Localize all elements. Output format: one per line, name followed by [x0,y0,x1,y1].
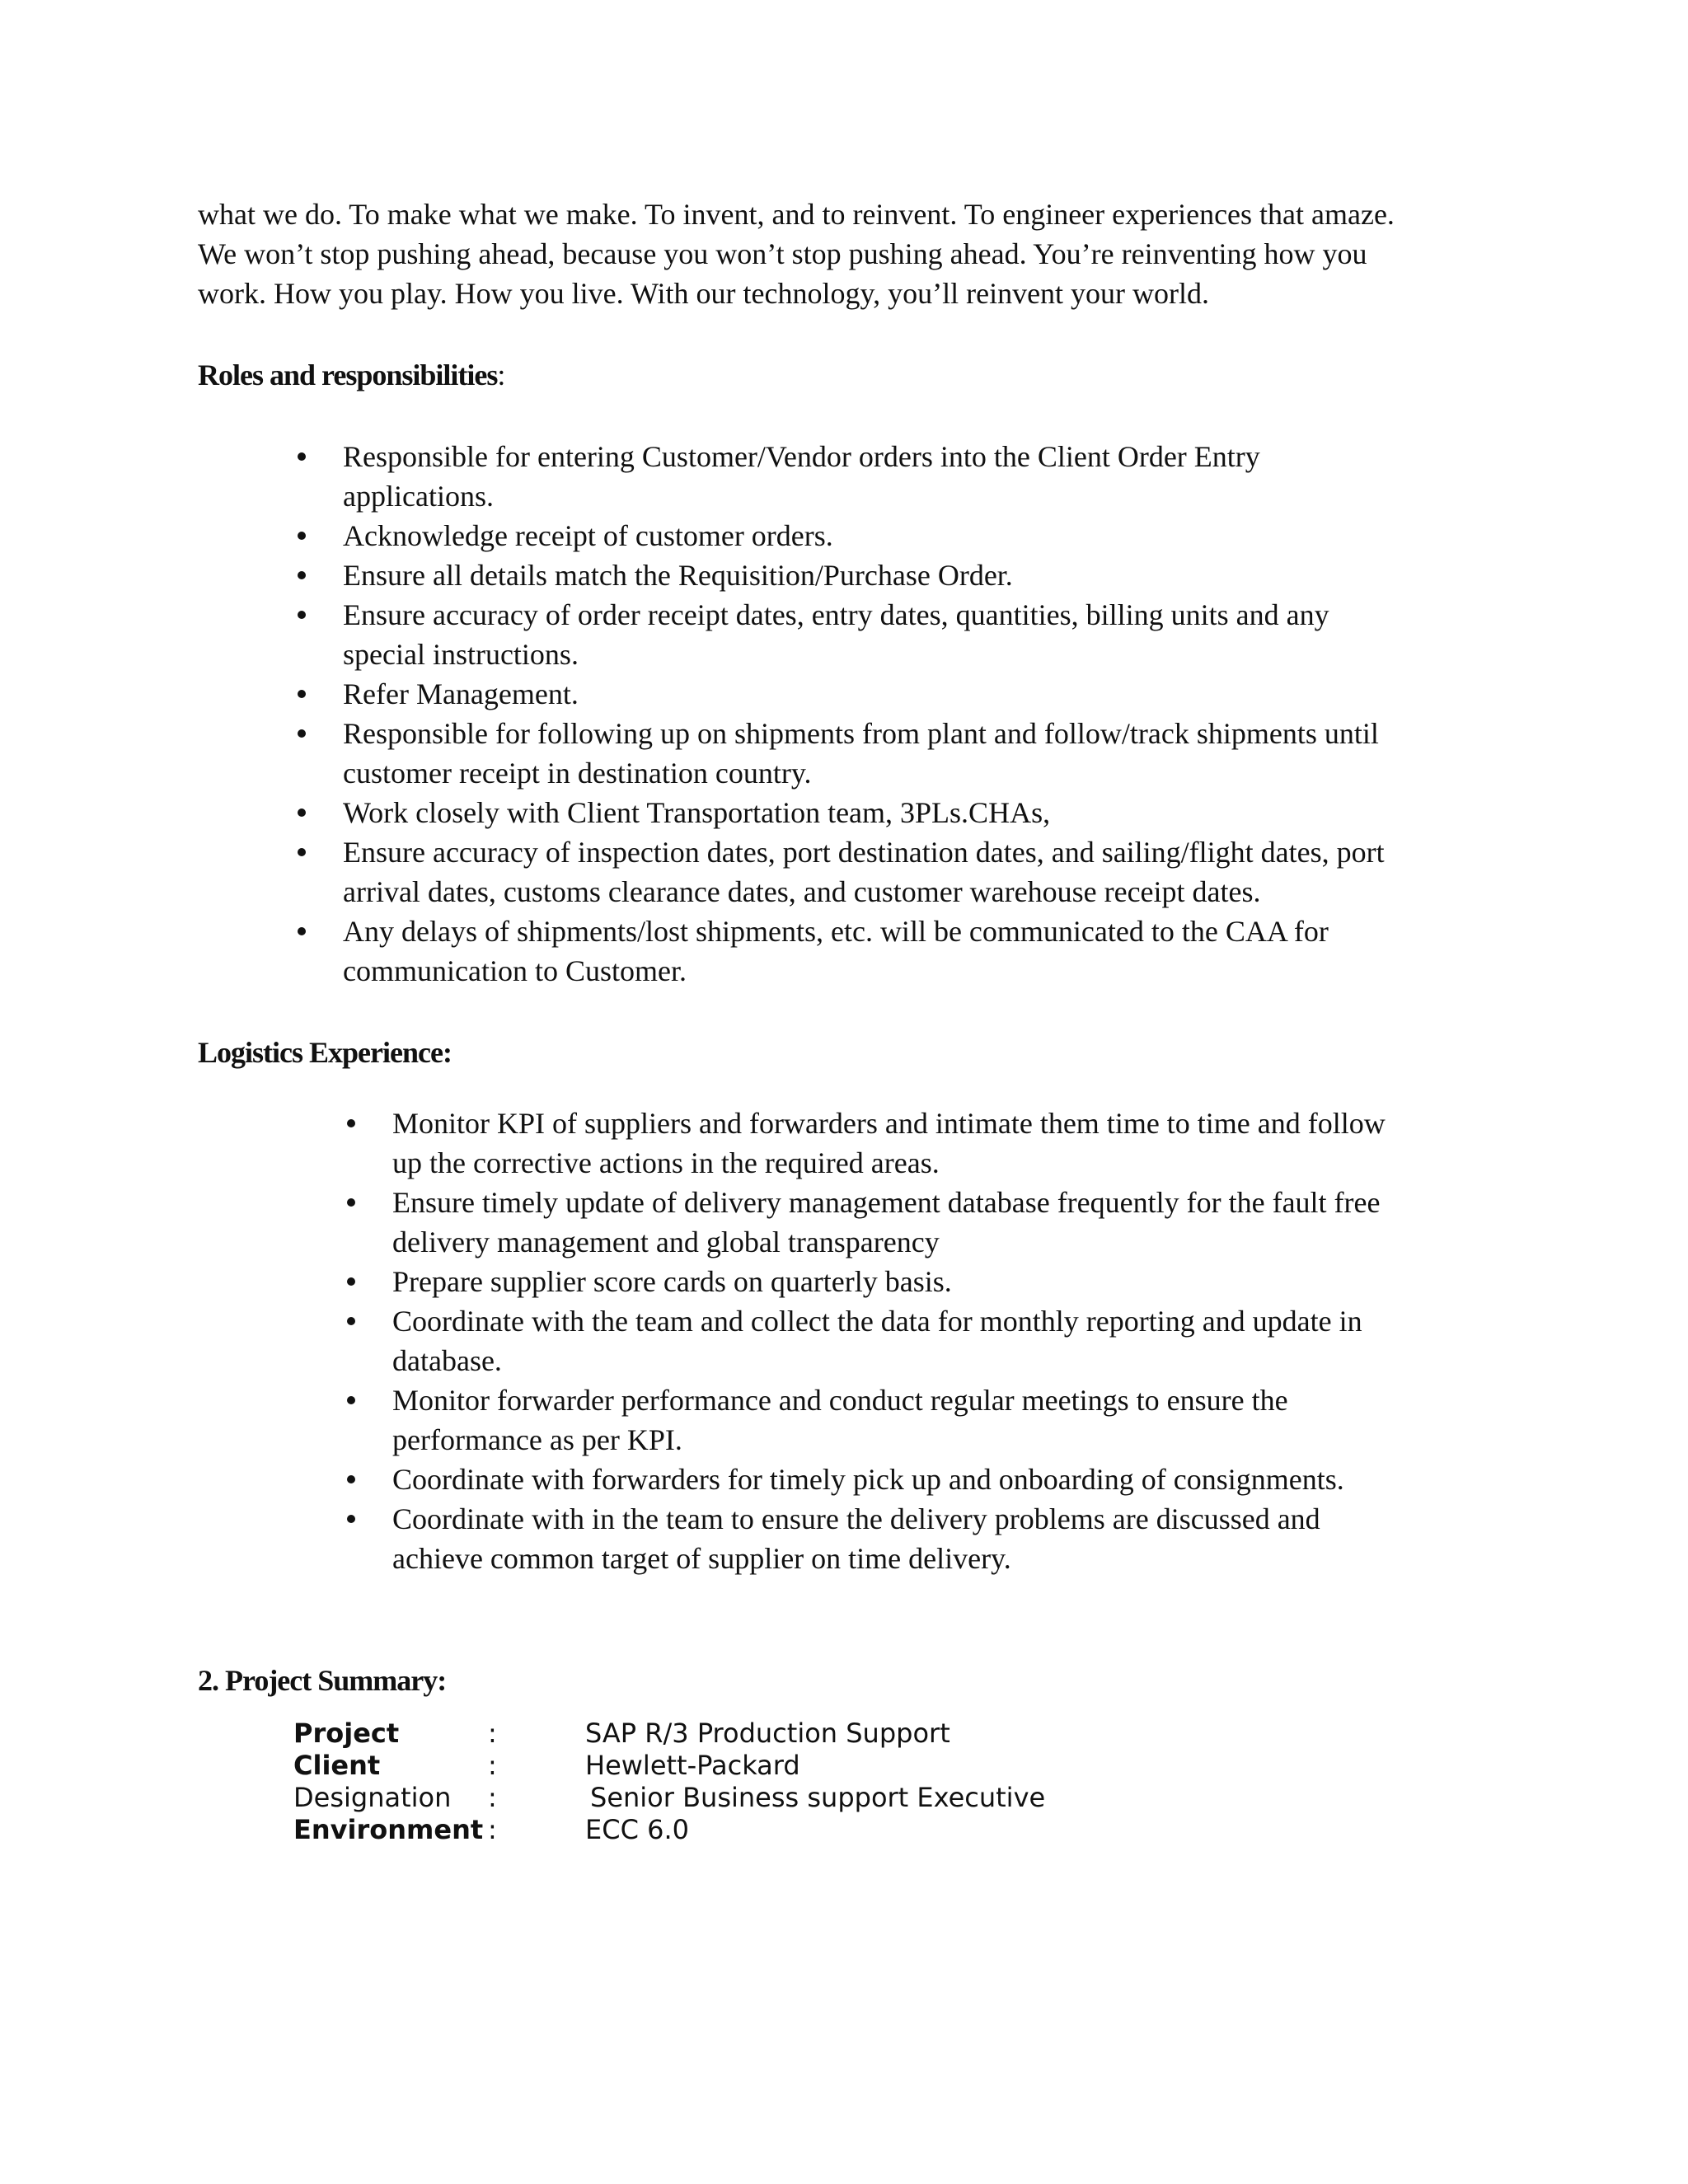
list-item [343,555,1513,595]
list-item-line: Work closely with Client Transportation team, 3PLs.CHAs, [343,796,1051,829]
summary-colon: : [488,1750,497,1781]
list-item [392,1183,1530,1262]
bullet-icon [298,808,306,817]
bullet-icon [298,611,306,619]
list-item [343,793,1513,832]
bullet-icon [298,927,306,935]
list-item-line: Coordinate with in the team to ensure the delivery problems are discussed and [392,1502,1320,1535]
bullet-icon [347,1396,355,1404]
bullet-icon [347,1515,355,1523]
summary-value: Hewlett-Packard [585,1750,800,1781]
logistics-heading: Logistics Experience: [198,1036,452,1069]
list-item-line: achieve common target of supplier on time delivery. [392,1542,1011,1575]
list-item-line: performance as per KPI. [392,1423,682,1456]
list-item-line: Coordinate with the team and collect the data for monthly reporting and update in [392,1305,1362,1338]
list-item [392,1301,1530,1380]
bullet-icon [347,1317,355,1325]
list-item [392,1380,1530,1460]
bullet-icon [347,1475,355,1483]
list-item [343,437,1513,516]
summary-label: Project [293,1718,400,1749]
list-item-line: Any delays of shipments/lost shipments, etc. will be communicated to the CAA for [343,915,1329,948]
list-item-line: applications. [343,480,494,513]
intro-line: We won’t stop pushing ahead, because you won’t stop pushing ahead. You’re reinventing how you [198,237,1367,270]
list-item-line: database. [392,1344,502,1377]
logistics-list [392,1104,1530,1578]
roles-heading [198,358,504,392]
list-item-line: Responsible for following up on shipments from plant and follow/track shipments until [343,717,1379,750]
intro-paragraph [198,194,1517,313]
bullet-icon [298,452,306,461]
summary-value: Senior Business support Executive [590,1782,1046,1813]
bullet-icon [298,571,306,579]
bullet-icon [347,1119,355,1127]
list-item-line: arrival dates, customs clearance dates, and customer warehouse receipt dates. [343,875,1261,908]
list-item-line: up the corrective actions in the required areas. [392,1146,940,1179]
summary-label: Environment [293,1814,484,1845]
list-item-line: Monitor forwarder performance and conduct regular meetings to ensure the [392,1384,1288,1417]
list-item [392,1460,1530,1499]
intro-line: work. How you play. How you live. With our technology, you’ll reinvent your world. [198,277,1210,310]
summary-value: SAP R/3 Production Support [585,1718,950,1749]
project-summary-heading: 2. Project Summary: [198,1664,447,1697]
bullet-icon [298,690,306,698]
bullet-icon [298,848,306,856]
list-item-line: Ensure accuracy of order receipt dates, entry dates, quantities, billing units and any [343,598,1329,631]
summary-label: Designation [293,1782,452,1813]
bullet-icon [347,1198,355,1207]
list-item-line: Ensure accuracy of inspection dates, port destination dates, and sailing/flight dates, port [343,836,1385,869]
summary-colon: : [488,1814,497,1845]
list-item-line: communication to Customer. [343,954,687,987]
bullet-icon [298,532,306,540]
list-item [392,1262,1530,1301]
summary-label: Client [293,1750,381,1781]
list-item [343,674,1513,714]
list-item-line: Monitor KPI of suppliers and forwarders and intimate them time to time and follow [392,1107,1386,1140]
list-item [392,1499,1530,1578]
bullet-icon [298,729,306,738]
list-item [343,516,1513,555]
roles-list [343,437,1513,991]
list-item [343,912,1513,991]
roles-heading-text: Roles and responsibilities [198,359,498,391]
list-item-line: special instructions. [343,638,579,671]
list-item [392,1104,1530,1183]
summary-colon: : [488,1782,497,1813]
list-item-line: Coordinate with forwarders for timely pick up and onboarding of consignments. [392,1463,1344,1496]
intro-line: what we do. To make what we make. To invent, and to reinvent. To engineer experiences that amaze. [198,198,1395,231]
list-item-line: Acknowledge receipt of customer orders. [343,519,833,552]
list-item [343,595,1513,674]
list-item-line: customer receipt in destination country. [343,757,812,790]
list-item-line: delivery management and global transparency [392,1226,940,1258]
summary-colon: : [488,1718,497,1749]
bullet-icon [347,1277,355,1286]
summary-value: ECC 6.0 [585,1814,689,1845]
roles-heading-colon: : [497,359,505,391]
list-item-line: Refer Management. [343,677,579,710]
list-item [343,714,1513,793]
list-item-line: Ensure all details match the Requisition/Purchase Order. [343,559,1013,592]
list-item-line: Prepare supplier score cards on quarterly basis. [392,1265,952,1298]
list-item-line: Ensure timely update of delivery management database frequently for the fault free [392,1186,1381,1219]
list-item [343,832,1513,912]
list-item-line: Responsible for entering Customer/Vendor orders into the Client Order Entry [343,440,1260,473]
